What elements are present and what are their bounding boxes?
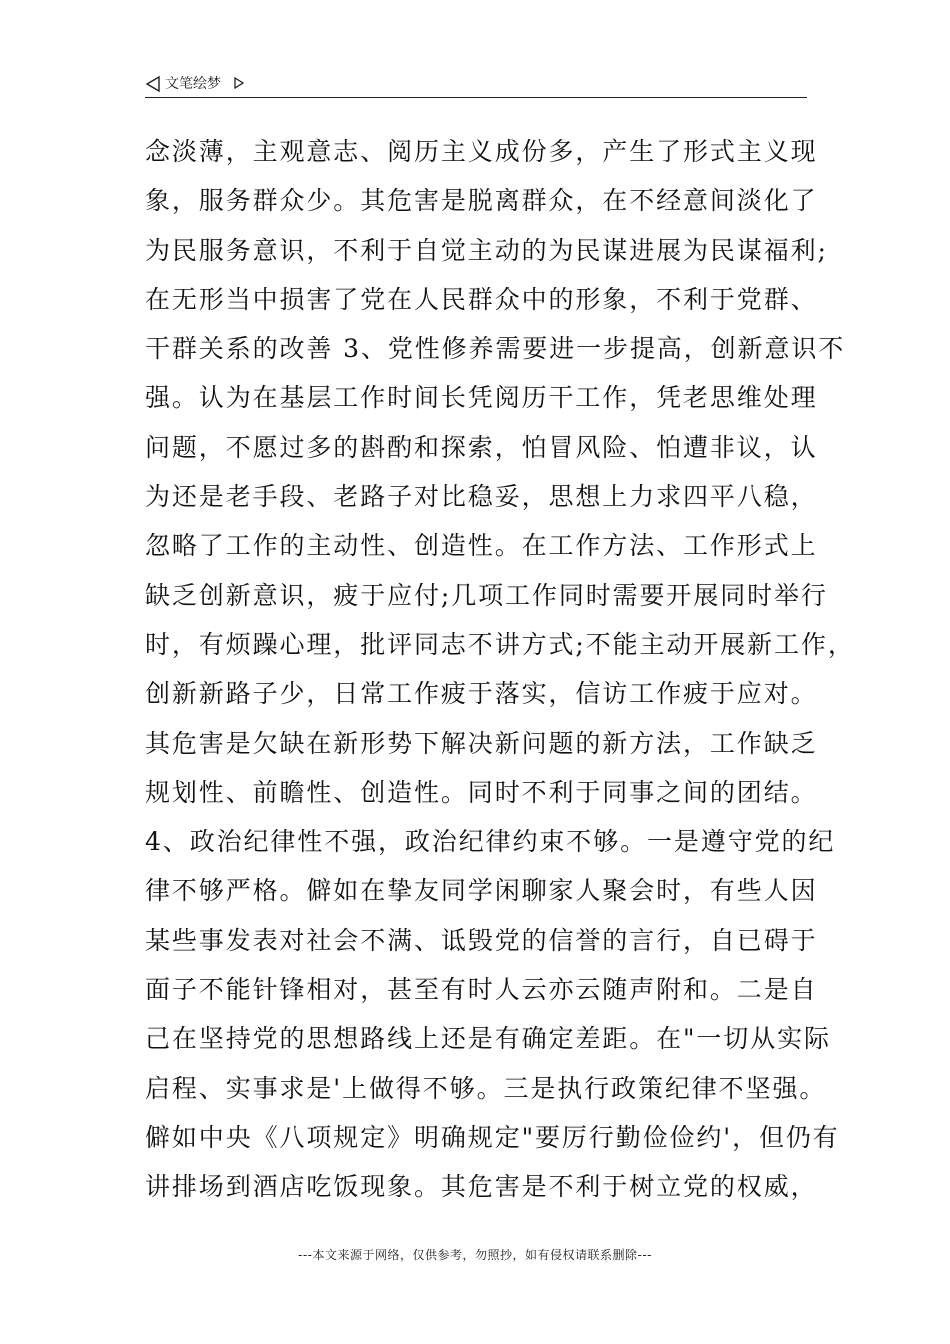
text-line: 时，有烦躁心理，批评同志不讲方式;不能主动开展新工作， [145,629,855,659]
text-line: 象，服务群众少。其危害是脱离群众，在不经意间淡化了 [145,186,818,216]
text-line: 在无形当中损害了党在人民群众中的形象，不利于党群、 [145,284,818,314]
triangle-left-icon [145,75,161,93]
triangle-right-icon [233,77,245,89]
text-line: 强。认为在基层工作时间长凭阅历干工作，凭老思维处理 [145,383,818,413]
text-line: 干群关系的改善 3、党性修养需要进一步提高，创新意识不 [145,334,846,364]
header-divider [145,97,807,98]
page-header [145,72,807,98]
text-line: 4、政治纪律性不强，政治纪律约束不够。一是遵守党的纪 [145,827,836,857]
text-line: 忽略了工作的主动性、创造性。在工作方法、工作形式上 [145,531,818,561]
text-line: 讲排场到酒店吃饭现象。其危害是不利于树立党的权威， [145,1172,818,1202]
text-line: 启程、实事求是'上做得不够。三是执行政策纪律不坚强。 [145,1073,827,1103]
text-line: 为还是老手段、老路子对比稳妥，思想上力求四平八稳， [145,482,818,512]
text-line: 问题，不愿过多的斟酌和探索，怕冒风险、怕遭非议，认 [145,432,818,462]
text-line: 念淡薄，主观意志、阅历主义成份多，产生了形式主义现 [145,137,818,166]
text-line: 僻如中央《八项规定》明确规定"要厉行勤俭俭约'，但仍有 [145,1122,840,1152]
text-line: 某些事发表对社会不满、诋毁党的信誉的言行，自已碍于 [145,925,818,955]
text-line: 己在坚持党的思想路线上还是有确定差距。在"一切从实际 [145,1024,831,1054]
text-line: 面子不能针锋相对，甚至有时人云亦云随声附和。二是自 [145,975,818,1005]
document-body [145,127,855,1212]
text-line: 其危害是欠缺在新形势下解决新问题的新方法，工作缺乏 [145,728,818,758]
text-line: 为民服务意识，不利于自觉主动的为民谋进展为民谋福利; [145,235,828,265]
text-line: 创新新路子少，日常工作疲于落实，信访工作疲于应对。 [145,679,818,709]
footer-notice: ---本文来源于网络，仅供参考，勿照抄，如有侵权请联系删除--- [298,1248,652,1262]
text-line: 律不够严格。僻如在挚友同学闲聊家人聚会时，有些人因 [145,876,818,906]
text-line: 缺乏创新意识，疲于应付;几项工作同时需要开展同时举行 [145,580,828,610]
brand-name: 文笔绘梦 [165,76,221,92]
text-line: 规划性、前瞻性、创造性。同时不利于同事之间的团结。 [145,777,818,807]
